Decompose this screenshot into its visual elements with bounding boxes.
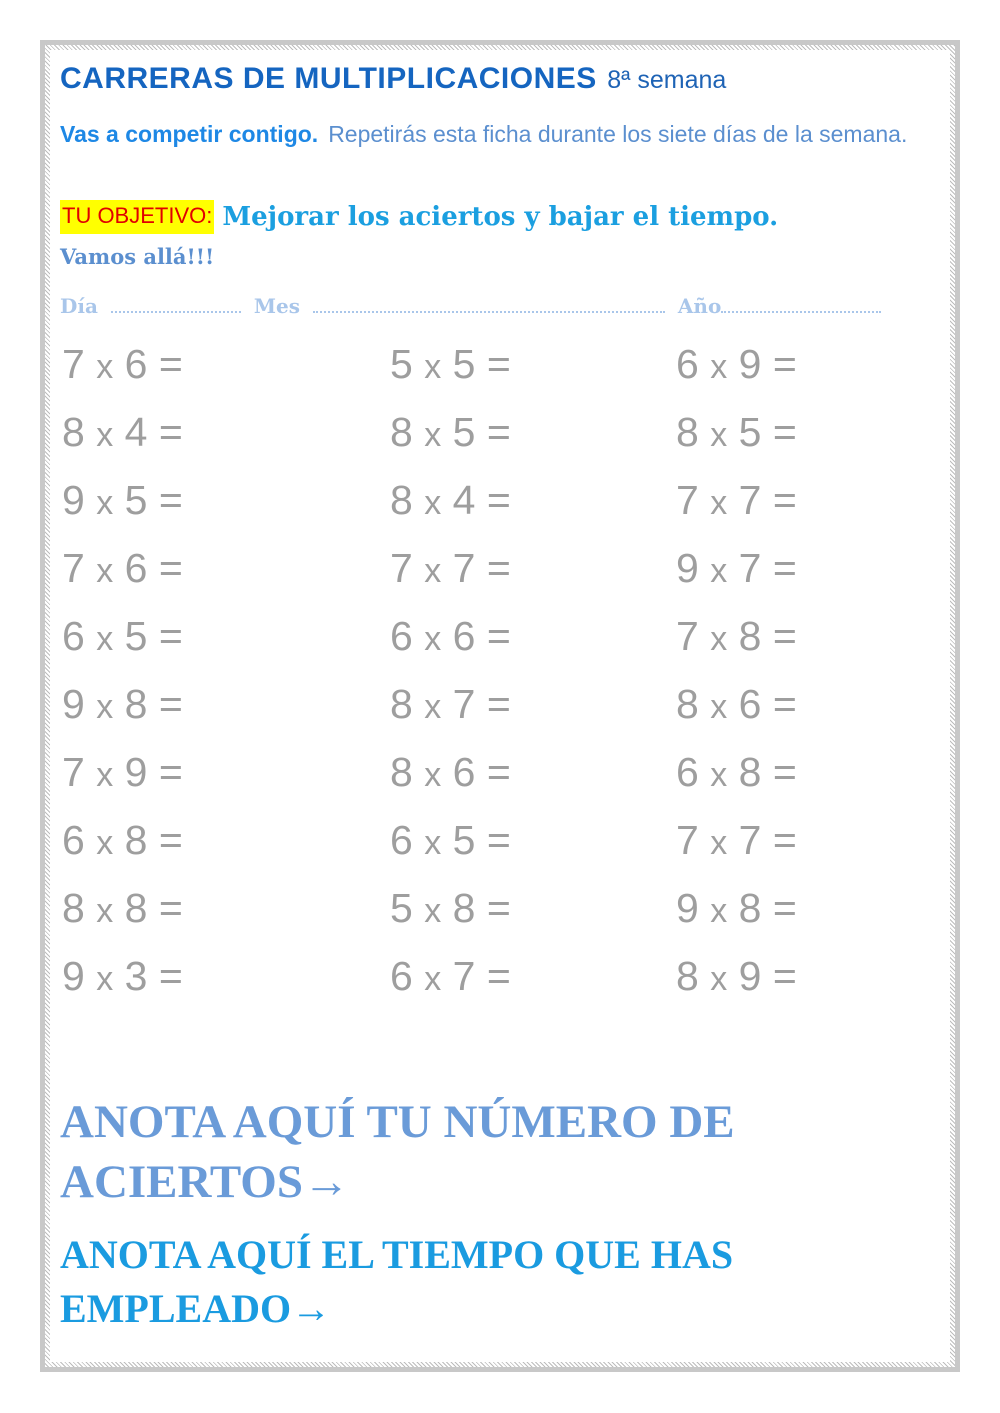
times-sign: x (96, 756, 114, 794)
factor-b: 5 (452, 341, 476, 387)
objective (60, 200, 778, 234)
equals-sign: = (486, 749, 511, 795)
factor-a: 6 (62, 613, 85, 659)
multiplication-item (676, 680, 797, 731)
times-sign: x (424, 552, 442, 590)
factor-b: 4 (452, 477, 476, 523)
multiplication-item (676, 408, 797, 459)
factor-b: 6 (738, 681, 762, 727)
multiplication-item (676, 340, 797, 391)
factor-b: 7 (738, 817, 762, 863)
factor-b: 8 (452, 885, 476, 931)
factor-b: 5 (124, 613, 148, 659)
equals-sign: = (772, 341, 797, 387)
factor-b: 8 (124, 817, 148, 863)
times-sign: x (424, 824, 442, 862)
times-sign: x (710, 416, 728, 454)
equals-sign: = (772, 953, 797, 999)
month-field[interactable] (313, 295, 665, 313)
intro-text (60, 116, 940, 152)
factor-a: 7 (62, 341, 85, 387)
factor-b: 9 (738, 953, 762, 999)
multiplication-item (62, 340, 183, 391)
factor-a: 6 (676, 341, 699, 387)
factor-a: 5 (390, 341, 413, 387)
equals-sign: = (158, 545, 183, 591)
multiplication-item (390, 680, 511, 731)
factor-a: 8 (390, 749, 413, 795)
equals-sign: = (772, 817, 797, 863)
factor-b: 5 (452, 817, 476, 863)
equals-sign: = (772, 613, 797, 659)
times-sign: x (710, 756, 728, 794)
equals-sign: = (486, 545, 511, 591)
times-sign: x (424, 756, 442, 794)
factor-b: 3 (124, 953, 148, 999)
factor-a: 7 (676, 817, 699, 863)
multiplication-item (676, 952, 797, 1003)
times-sign: x (710, 892, 728, 930)
factor-a: 6 (390, 817, 413, 863)
equals-sign: = (486, 885, 511, 931)
factor-a: 6 (390, 613, 413, 659)
factor-b: 6 (452, 613, 476, 659)
factor-b: 5 (124, 477, 148, 523)
multiplication-item (390, 544, 511, 595)
multiplication-item (676, 748, 797, 799)
factor-a: 7 (676, 477, 699, 523)
equals-sign: = (158, 817, 183, 863)
multiplication-item (390, 884, 511, 935)
times-sign: x (96, 688, 114, 726)
times-sign: x (710, 688, 728, 726)
equals-sign: = (486, 953, 511, 999)
times-sign: x (96, 348, 114, 386)
factor-b: 5 (452, 409, 476, 455)
equals-sign: = (486, 817, 511, 863)
equals-sign: = (486, 477, 511, 523)
factor-b: 8 (124, 681, 148, 727)
multiplication-item (676, 476, 797, 527)
factor-b: 4 (124, 409, 148, 455)
times-sign: x (96, 484, 114, 522)
times-sign: x (96, 416, 114, 454)
multiplication-item (62, 544, 183, 595)
multiplication-item (676, 544, 797, 595)
multiplication-item (390, 612, 511, 663)
factor-b: 6 (124, 341, 148, 387)
times-sign: x (424, 960, 442, 998)
multiplication-item (676, 884, 797, 935)
times-sign: x (424, 892, 442, 930)
times-sign: x (424, 348, 442, 386)
multiplication-item (676, 612, 797, 663)
factor-a: 7 (676, 613, 699, 659)
equals-sign: = (158, 953, 183, 999)
factor-b: 8 (738, 613, 762, 659)
factor-a: 8 (676, 681, 699, 727)
year-label: Año (677, 294, 722, 318)
factor-a: 8 (62, 409, 85, 455)
equals-sign: = (486, 409, 511, 455)
equals-sign: = (158, 613, 183, 659)
hits-prompt (60, 1092, 735, 1212)
time-prompt (60, 1228, 733, 1336)
equals-sign: = (772, 477, 797, 523)
hits-prompt-line2: ACIERTOS→ (60, 1156, 351, 1208)
factor-a: 9 (62, 477, 85, 523)
equals-sign: = (486, 341, 511, 387)
times-sign: x (96, 960, 114, 998)
intro-lead: Vas a competir contigo. (60, 121, 319, 147)
multiplication-item (62, 748, 183, 799)
factor-a: 8 (676, 409, 699, 455)
times-sign: x (710, 484, 728, 522)
title-week: 8ª semana (607, 66, 727, 94)
factor-a: 9 (62, 681, 85, 727)
times-sign: x (710, 824, 728, 862)
factor-a: 6 (676, 749, 699, 795)
equals-sign: = (158, 885, 183, 931)
factor-b: 8 (738, 885, 762, 931)
times-sign: x (424, 416, 442, 454)
equals-sign: = (772, 749, 797, 795)
equals-sign: = (486, 681, 511, 727)
factor-b: 7 (452, 545, 476, 591)
factor-a: 8 (62, 885, 85, 931)
factor-a: 8 (676, 953, 699, 999)
times-sign: x (96, 824, 114, 862)
multiplication-item (62, 612, 183, 663)
factor-a: 6 (62, 817, 85, 863)
times-sign: x (710, 348, 728, 386)
factor-a: 8 (390, 477, 413, 523)
times-sign: x (96, 552, 114, 590)
factor-a: 7 (62, 749, 85, 795)
multiplication-item (62, 952, 183, 1003)
multiplication-item (390, 816, 511, 867)
factor-b: 7 (452, 953, 476, 999)
multiplication-item (62, 680, 183, 731)
time-prompt-line1: ANOTA AQUÍ EL TIEMPO QUE HAS (60, 1232, 734, 1277)
multiplication-item (676, 816, 797, 867)
times-sign: x (424, 688, 442, 726)
times-sign: x (424, 620, 442, 658)
equals-sign: = (158, 477, 183, 523)
date-line (60, 294, 887, 318)
factor-b: 9 (738, 341, 762, 387)
worksheet-title (60, 62, 726, 96)
times-sign: x (424, 484, 442, 522)
objective-goal: Mejorar los aciertos y bajar el tiempo. (222, 202, 779, 232)
multiplication-item (62, 816, 183, 867)
factor-b: 5 (738, 409, 762, 455)
title-main: CARRERAS DE MULTIPLICACIONES (60, 62, 597, 95)
factor-a: 9 (676, 885, 699, 931)
factor-a: 5 (390, 885, 413, 931)
equals-sign: = (158, 409, 183, 455)
hits-prompt-line1: ANOTA AQUÍ TU NÚMERO DE (60, 1096, 735, 1148)
factor-a: 7 (390, 545, 413, 591)
year-field[interactable] (721, 295, 881, 313)
factor-b: 6 (452, 749, 476, 795)
factor-b: 7 (738, 477, 762, 523)
equals-sign: = (158, 749, 183, 795)
factor-b: 7 (452, 681, 476, 727)
multiplication-item (390, 476, 511, 527)
equals-sign: = (772, 545, 797, 591)
equals-sign: = (158, 681, 183, 727)
equals-sign: = (772, 681, 797, 727)
factor-b: 7 (738, 545, 762, 591)
month-label: Mes (253, 294, 300, 318)
multiplication-item (390, 748, 511, 799)
times-sign: x (96, 892, 114, 930)
equals-sign: = (772, 409, 797, 455)
factor-a: 9 (62, 953, 85, 999)
factor-b: 9 (124, 749, 148, 795)
equals-sign: = (158, 341, 183, 387)
multiplication-item (390, 952, 511, 1003)
day-field[interactable] (111, 295, 241, 313)
time-prompt-line2: EMPLEADO→ (60, 1286, 332, 1331)
times-sign: x (710, 552, 728, 590)
factor-a: 9 (676, 545, 699, 591)
factor-b: 6 (124, 545, 148, 591)
factor-a: 8 (390, 409, 413, 455)
times-sign: x (710, 960, 728, 998)
equals-sign: = (772, 885, 797, 931)
day-label: Día (60, 294, 98, 318)
factor-b: 8 (124, 885, 148, 931)
multiplication-item (62, 408, 183, 459)
factor-a: 6 (390, 953, 413, 999)
factor-a: 7 (62, 545, 85, 591)
equals-sign: = (486, 613, 511, 659)
multiplication-item (390, 340, 511, 391)
multiplication-item (390, 408, 511, 459)
intro-body: Repetirás esta ficha durante los siete días de la semana. (328, 121, 908, 147)
multiplication-item (62, 476, 183, 527)
times-sign: x (710, 620, 728, 658)
factor-b: 8 (738, 749, 762, 795)
cheer-text: Vamos allá!!! (60, 244, 215, 269)
factor-a: 8 (390, 681, 413, 727)
multiplication-item (62, 884, 183, 935)
objective-tag: TU OBJETIVO: (60, 200, 214, 234)
times-sign: x (96, 620, 114, 658)
